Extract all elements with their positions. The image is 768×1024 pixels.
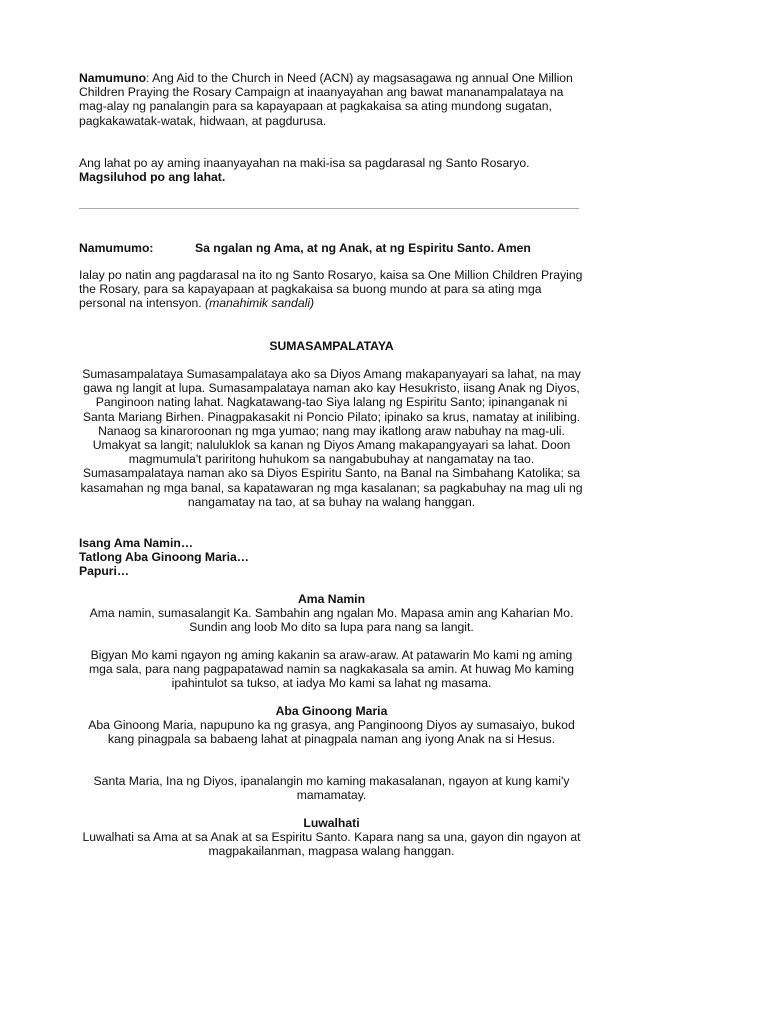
glory-be-para1: Luwalhati sa Ama at sa Anak at sa Espiritu Santo. Kapara nang sa una, gayon din ngayon at magpakailanman, magpasa walang hanggan. <box>82 830 581 859</box>
our-father-title: Ama Namin <box>297 592 366 606</box>
our-father-para2: Bigyan Mo kami ngayon ng aming kakanin sa araw-araw. At patawarin Mo kami ng aming mga sala, para nang pagpapatawad namin sa nagkakasala sa amin. At huwag Mo kaming ipahintulot sa tukso, at iadya Mo kami sa lahat ng masama. <box>88 648 575 691</box>
sign-of-cross: Sa ngalan ng Ama, at ng Anak, at ng Espiritu Santo. Amen <box>195 241 531 255</box>
offering-paragraph <box>79 268 584 311</box>
our-father-para1: Ama namin, sumasalangit Ka. Sambahin ang ngalan Mo. Mapasa amin ang Kaharian Mo. Sundin ang loob Mo dito sa lupa para nang sa langit. <box>89 606 574 635</box>
creed-title: SUMASAMPALATAYA <box>269 339 394 353</box>
section-divider <box>79 208 579 209</box>
opening-speaker: Namumumo: <box>79 241 154 255</box>
opening-line <box>79 241 584 255</box>
invitation-kneel: Magsiluhod po ang lahat. <box>79 170 226 185</box>
glory-be-title: Luwalhati <box>303 816 360 830</box>
creed-text: Sumasampalataya Sumasampalataya ako sa Diyos Amang makapanyayari sa lahat, na may gawa ng langit at lupa. Sumasampalataya naman ako kay Hesukristo, iisang Anak ng Diyos, Panginoon nating lahat. Nagkatawang-tao Siya lalang ng Espiritu Santo; ipinanganak ni Santa Mariang Birhen. Pinagpakasakit ni Poncio Pilato; ipinako sa krus, namatay at inilibing. Nanaog sa kinaroroonan ng mga yumao; nang may ikatlong araw nabuhay na mag-uli. Umakyat sa langit; naluluklok sa kanan ng Diyos Amang makapangyayari sa lahat. Doon magmumula't pariritong huhukom sa nangabubuhay at nangamatay na tao. Sumasampalataya naman ako sa Diyos Espiritu Santo, na Banal na Simbahang Katolika; sa kasamahan ng mga banal, sa kapatawaran ng mga kasalanan; sa pagkabuhay na mag uli ng nangamatay na tao, at sa buhay na walang hanggan. <box>80 367 583 509</box>
offering-note: (manahimik sandali) <box>205 296 315 311</box>
intro-separator: : <box>146 71 150 85</box>
prayer-sequence <box>79 536 584 579</box>
invitation-paragraph <box>79 156 584 184</box>
offering-text: Ialay po natin ang pagdarasal na ito ng Santo Rosaryo, kaisa sa One Million Children Praying the Rosary, para sa kapayapaan at pagkakaisa sa buong mundo at para sa ating mga personal na intensyon. <box>79 268 583 311</box>
hail-mary-para1: Aba Ginoong Maria, napupuno ka ng grasya, ang Panginoong Diyos ay sumasaiyo, bukod kang pinagpala sa babaeng lahat at pinagpala naman ang iyong Anak na si Hesus. <box>88 718 575 747</box>
sequence-glory-be: Papuri… <box>79 564 130 579</box>
intro-speaker: Namumuno <box>79 71 147 85</box>
intro-paragraph <box>79 71 584 128</box>
hail-mary-title: Aba Ginoong Maria <box>275 704 388 718</box>
intro-text: Ang Aid to the Church in Need (ACN) ay magsasagawa ng annual One Million Children Praying the Rosary Campaign at inaanyayahan ang bawat mananampalataya na mag-alay ng panalangin para sa kapayapaan at pagkakaisa sa ating mundong sugatan, pagkakawatak-watak, hidwaan, at pagdurusa. <box>79 71 573 128</box>
sequence-our-father: Isang Ama Namin… <box>79 536 194 550</box>
hail-mary-para2: Santa Maria, Ina ng Diyos, ipanalangin mo kaming makasalanan, ngayon at kung kami'y mamamatay. <box>93 774 570 803</box>
invitation-text: Ang lahat po ay aming inaanyayahan na maki-isa sa pagdarasal ng Santo Rosaryo. <box>79 156 530 170</box>
sequence-hail-mary: Tatlong Aba Ginoong Maria… <box>79 550 249 565</box>
